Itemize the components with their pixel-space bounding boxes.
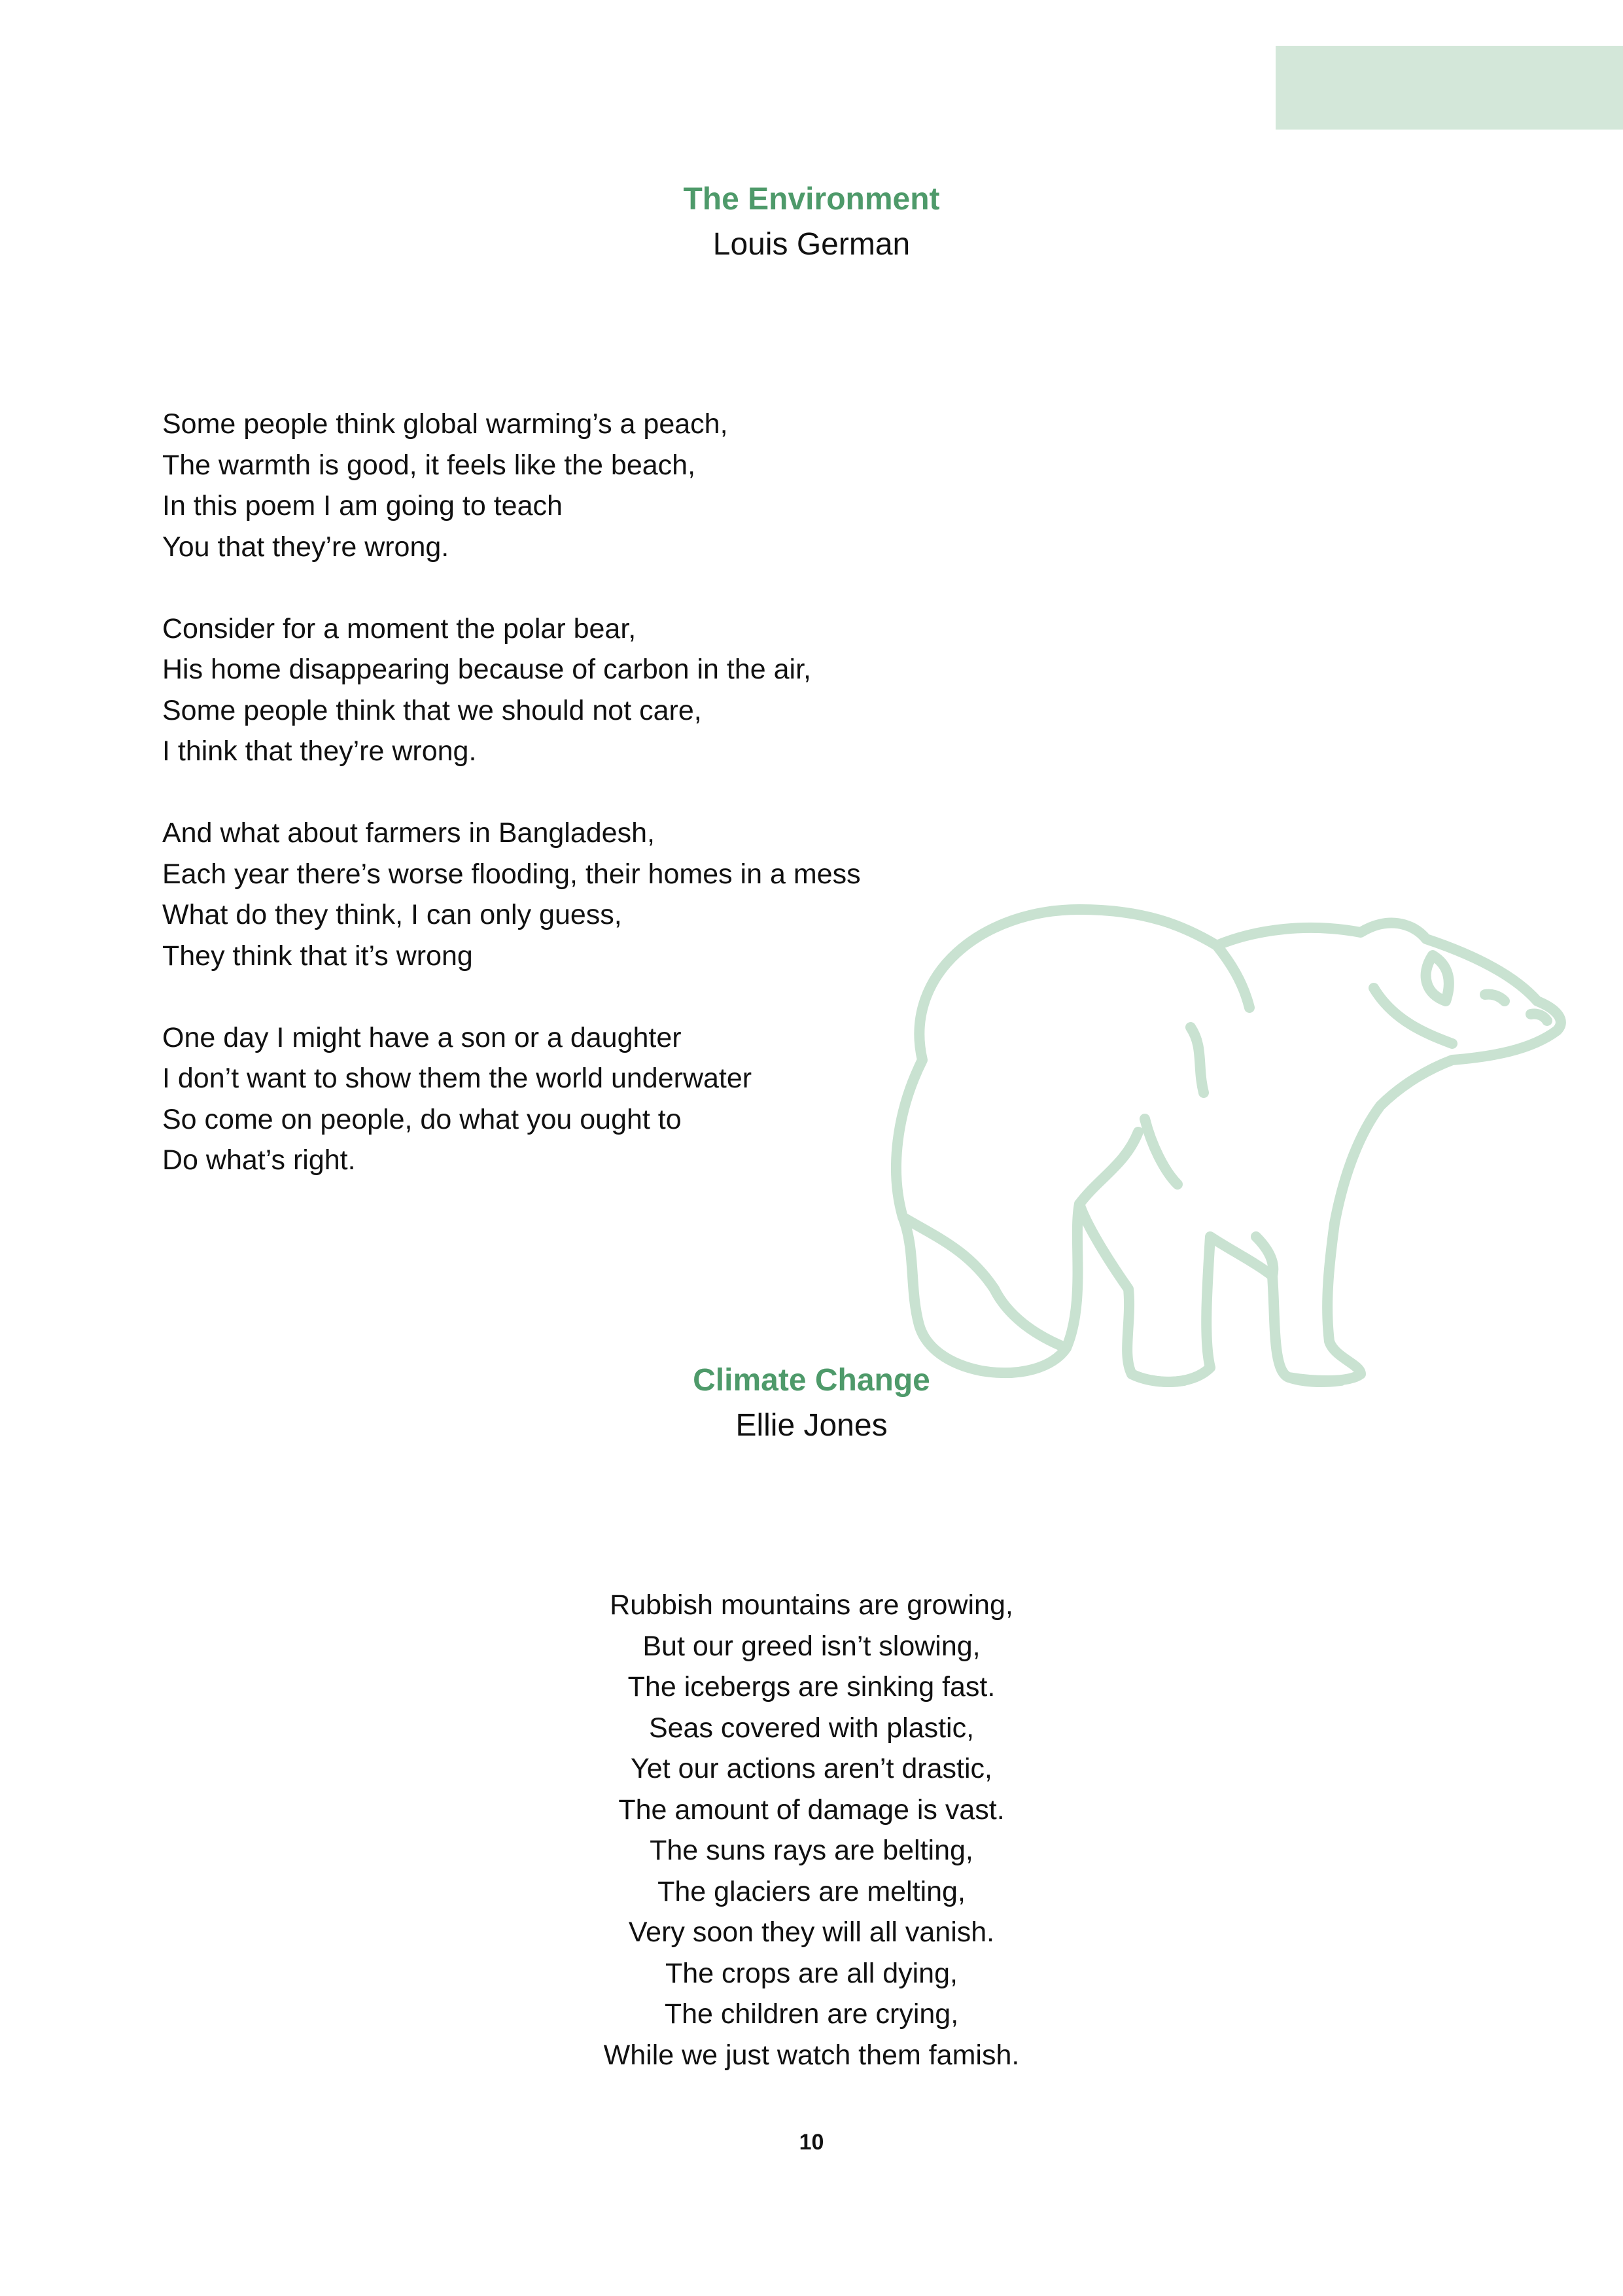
poem-line: Rubbish mountains are growing, <box>610 1589 1013 1621</box>
poem-line: The glaciers are melting, <box>657 1875 966 1907</box>
poem-line: But our greed isn’t slowing, <box>642 1630 981 1662</box>
poem-author: Louis German <box>712 227 911 262</box>
polar-bear-icon <box>864 896 1583 1407</box>
poem-line: Some people think that we should not care, <box>162 694 702 726</box>
poem-line: The warmth is good, it feels like the beach, <box>162 449 696 481</box>
poem-body <box>0 1585 1623 2075</box>
poem-line: Consider for a moment the polar bear, <box>162 612 637 645</box>
poem-line: His home disappearing because of carbon in the air, <box>162 654 812 685</box>
poem-title: Climate Change <box>693 1363 930 1398</box>
poem-line: Very soon they will all vanish. <box>628 1916 995 1948</box>
poem-line: One day I might have a son or a daughter <box>162 1021 682 1053</box>
poem-line: The icebergs are sinking fast. <box>627 1671 996 1703</box>
poem-line: You that they’re wrong. <box>162 531 449 563</box>
poem-title: The Environment <box>683 182 940 217</box>
poem-line: And what about farmers in Bangladesh, <box>162 817 655 849</box>
poem-line: So come on people, do what you ought to <box>162 1103 682 1135</box>
stanza <box>162 813 861 976</box>
poem-line: Do what’s right. <box>162 1144 356 1176</box>
poem-line: While we just watch them famish. <box>603 2039 1020 2071</box>
poem-line: Yet our actions aren’t drastic, <box>631 1753 992 1784</box>
poem-line: The children are crying, <box>664 1998 959 2030</box>
poem-line: I don’t want to show them the world underwater <box>162 1063 752 1094</box>
poem-line: Seas covered with plastic, <box>648 1712 975 1744</box>
stanza <box>162 609 861 772</box>
poem-line: Some people think global warming’s a peach, <box>162 408 728 440</box>
poem-author: Ellie Jones <box>735 1408 888 1443</box>
poem-line: The suns rays are belting, <box>650 1835 973 1866</box>
poem-body <box>162 404 861 1181</box>
page-number: 10 <box>799 2130 824 2155</box>
stanza <box>162 404 861 567</box>
stanza <box>162 1017 861 1181</box>
poem-line: I think that they’re wrong. <box>162 735 477 767</box>
poem-line: Each year there’s worse flooding, their homes in a mess <box>162 858 861 890</box>
poem-line: What do they think, I can only guess, <box>162 899 622 930</box>
poem-line: In this poem I am going to teach <box>162 490 563 521</box>
poem-line: The crops are all dying, <box>665 1957 958 1989</box>
poem-line: The amount of damage is vast. <box>618 1793 1005 1826</box>
corner-tab <box>1276 46 1623 130</box>
poem-line: They think that it’s wrong <box>162 940 473 972</box>
